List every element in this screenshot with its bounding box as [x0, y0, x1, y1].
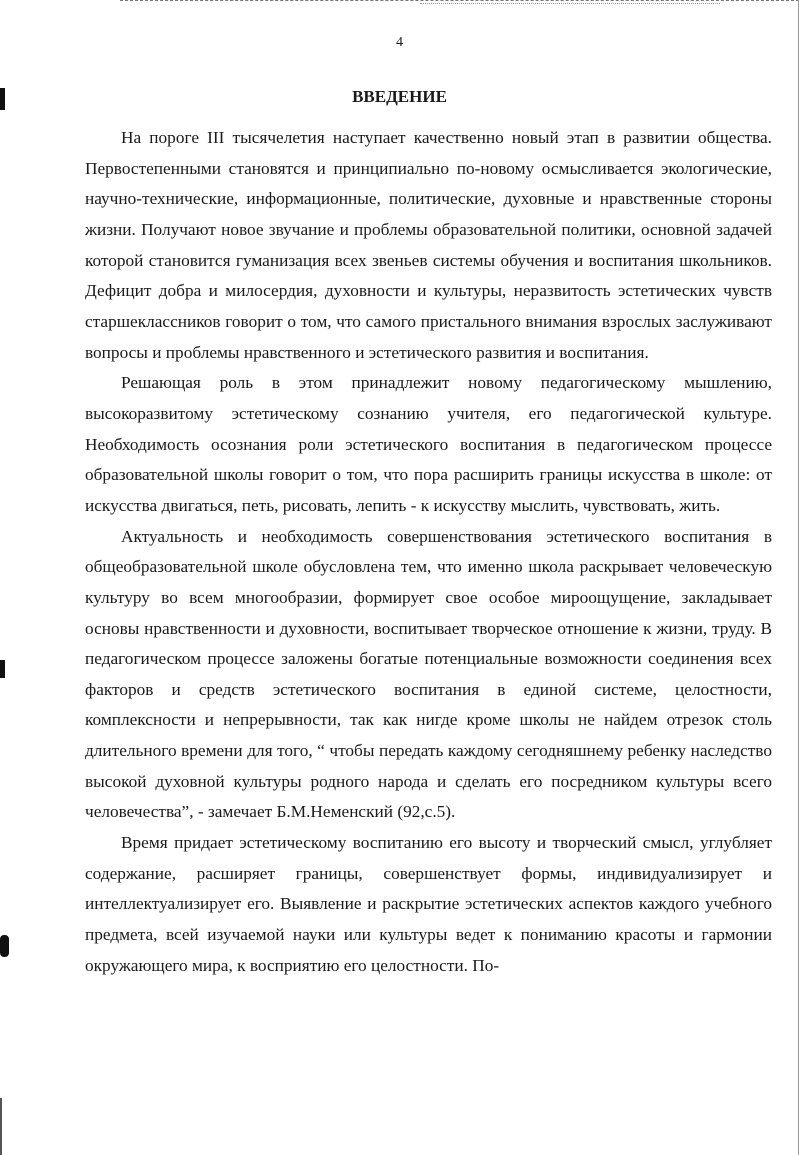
scan-artifact-mark: [0, 935, 9, 957]
scan-edge-top: [120, 0, 799, 1]
paragraph: Время придает эстетическому воспитанию его высоту и творческий смысл, углубляет содержание, расширяет границы, совершенствует формы, индивидуализирует и интеллектуализирует его. Выявление и раскрытие эстетических аспектов каждого учебного предмета, всей изучаемой науки или культуры ведет к пониманию красоты и гармонии окружающего мира, к восприятию его целостности. По-: [85, 833, 772, 975]
document-body: [85, 123, 772, 981]
scan-edge-top-dotted: [420, 3, 720, 4]
paragraph: Решающая роль в этом принадлежит новому педагогическому мышлению, высокоразвитому эстетическому сознанию учителя, его педагогической культуре. Необходимость осознания роли эстетического воспитания в педагогическом процессе образовательной школы говорит о том, что пора расширить границы искусства в школе: от искусства двигаться, петь, рисовать, лепить - к искусству мыслить, чувствовать, жить.: [85, 373, 772, 515]
paragraph: На пороге III тысячелетия наступает качественно новый этап в развитии общества. Первостепенными становятся и принципиально по-новому осмысливается экологические, научно-технические, информационные, политические, духовные и нравственные стороны жизни. Получают новое звучание и проблемы образовательной политики, основной задачей которой становится гуманизация всех звеньев системы обучения и воспитания школьников. Дефицит добра и милосердия, духовности и культуры, неразвитость эстетических чувств старшеклассников говорит о том, что самого пристального внимания взрослых заслуживают вопросы и проблемы нравственного и эстетического развития и воспитания.: [85, 128, 772, 362]
page-title: ВВЕДЕНИЕ: [352, 87, 447, 106]
scan-artifact-mark: [0, 1098, 2, 1155]
scan-artifact-mark: [0, 660, 5, 678]
paragraph: Актуальность и необходимость совершенствования эстетического воспитания в общеобразовательной школе обусловлена тем, что именно школа раскрывает человеческую культуру во всем многообразии, формирует свое особое мироощущение, закладывает основы нравственности и духовности, воспитывает творческое отношение к жизни, труду. В педагогическом процессе заложены богатые потенциальные возможности соединения всех факторов и средств эстетического воспитания в единой системе, целостности, комплексности и непрерывности, так как нигде кроме школы не найдем отрезок столь длительного времени для того, “ чтобы передать каждому сегодняшнему ребенку наследство высокой духовной культуры родного народа и сделать его посредником культуры всего человечества”, - замечает Б.М.Неменский (92,с.5).: [85, 526, 772, 822]
page-number: 4: [396, 35, 403, 50]
